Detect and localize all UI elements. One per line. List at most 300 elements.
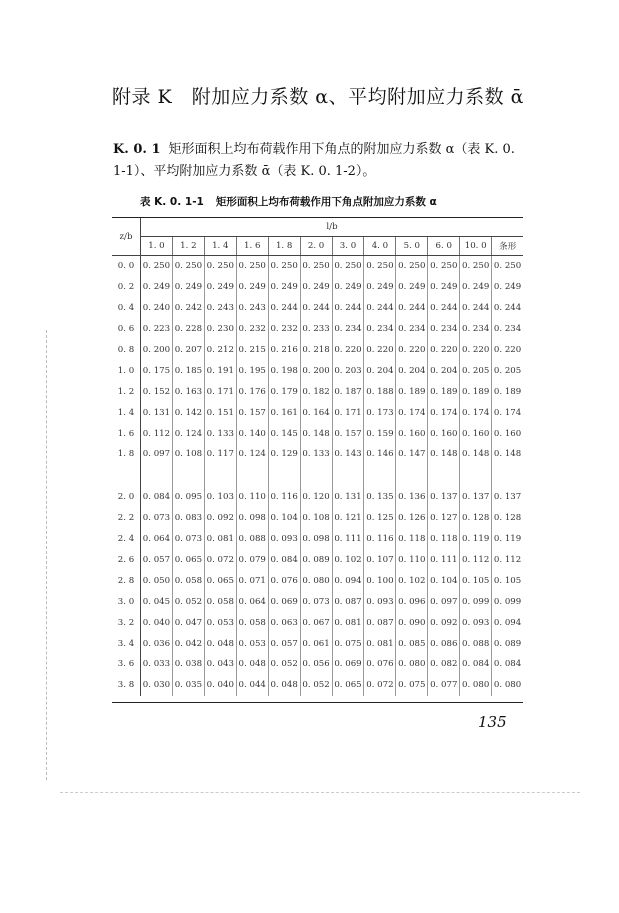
- table-cell: 0. 067: [300, 612, 332, 633]
- table-cell: 0. 185: [172, 360, 204, 381]
- table-cell: 0. 095: [172, 487, 204, 508]
- table-cell: 0. 243: [204, 298, 236, 319]
- table-cell: 0. 085: [396, 633, 428, 654]
- table-cell: 0. 117: [204, 444, 236, 465]
- table-cell: 0. 212: [204, 340, 236, 361]
- table-cell: 0. 093: [268, 529, 300, 550]
- table-cell: 0. 234: [396, 319, 428, 340]
- table-cell: 0. 233: [300, 319, 332, 340]
- table-cell: 0. 234: [460, 319, 492, 340]
- table-row: [112, 444, 523, 465]
- row-label: 3. 2: [112, 612, 141, 633]
- table-cell: 0. 244: [332, 298, 364, 319]
- table-cell: 0. 176: [236, 381, 268, 402]
- row-label: 1. 8: [112, 444, 141, 465]
- table-cell: 0. 065: [332, 675, 364, 696]
- table-cell: 0. 053: [236, 633, 268, 654]
- column-header: 5. 0: [396, 237, 428, 256]
- table-cell: 0. 069: [268, 591, 300, 612]
- table-cell: 0. 112: [493, 555, 522, 566]
- table-cell: 0. 137: [428, 487, 460, 508]
- row-label: 3. 8: [112, 675, 141, 696]
- table-cell: 0. 035: [172, 675, 204, 696]
- table-cell: 0. 092: [204, 508, 236, 529]
- table-cell: 0. 080: [493, 680, 522, 691]
- table-cell: 0. 105: [460, 570, 492, 591]
- table-cell: 0. 152: [141, 381, 173, 402]
- table-cell: 0. 205: [460, 360, 492, 381]
- table-cell: 0. 120: [300, 487, 332, 508]
- table-cell: 0. 065: [172, 550, 204, 571]
- table-cell: 0. 220: [332, 340, 364, 361]
- table-cell: 0. 198: [268, 360, 300, 381]
- table-cell: 0. 249: [300, 277, 332, 298]
- table-cell: 0. 249: [396, 277, 428, 298]
- table-cell: 0. 131: [332, 487, 364, 508]
- table-cell: 0. 148: [300, 423, 332, 444]
- table-cell: 0. 173: [364, 402, 396, 423]
- table-row: [112, 591, 523, 612]
- table-cell: 0. 090: [396, 612, 428, 633]
- table-cell: 0. 191: [204, 360, 236, 381]
- table-cell: 0. 189: [493, 386, 522, 397]
- table-cell: 0. 116: [268, 487, 300, 508]
- table-cell: 0. 174: [493, 407, 522, 418]
- table-cell: 0. 044: [236, 675, 268, 696]
- table-caption: [140, 194, 437, 209]
- table-cell: 0. 157: [236, 402, 268, 423]
- table-row: [112, 340, 523, 361]
- table-cell: 0. 089: [300, 550, 332, 571]
- table-cell: 0. 143: [332, 444, 364, 465]
- table-cell: 0. 249: [493, 282, 522, 293]
- table-cell: 0. 223: [141, 319, 173, 340]
- table-cell: 0. 140: [236, 423, 268, 444]
- row-label: 1. 4: [112, 402, 141, 423]
- table-cell: 0. 097: [141, 444, 173, 465]
- table-cell: 0. 249: [428, 277, 460, 298]
- table-cell: 0. 030: [141, 675, 173, 696]
- table-cell: 0. 244: [300, 298, 332, 319]
- table-cell: 0. 220: [428, 340, 460, 361]
- table-cell: 0. 160: [428, 423, 460, 444]
- table-cell: 0. 086: [428, 633, 460, 654]
- table-cell: 0. 250: [493, 261, 522, 272]
- table-cell: 0. 084: [493, 659, 522, 670]
- row-label: 0. 8: [112, 340, 141, 361]
- row-label: 0. 2: [112, 277, 141, 298]
- table-cell: 0. 240: [141, 298, 173, 319]
- table-cell: 0. 160: [396, 423, 428, 444]
- table-row: [112, 402, 523, 423]
- table-cell: 0. 234: [364, 319, 396, 340]
- coefficient-table: [112, 218, 523, 696]
- table-cell: 0. 249: [460, 277, 492, 298]
- table-cell: 0. 148: [493, 449, 522, 460]
- table-cell: 0. 179: [268, 381, 300, 402]
- table-cell: 0. 084: [268, 550, 300, 571]
- table-cell: 0. 164: [300, 402, 332, 423]
- table-cell: 0. 050: [141, 570, 173, 591]
- table-cell: 0. 203: [332, 360, 364, 381]
- table-cell: 0. 250: [268, 256, 300, 277]
- table-cell: 0. 121: [332, 508, 364, 529]
- table-cell: 0. 047: [172, 612, 204, 633]
- table-cell: 0. 137: [460, 487, 492, 508]
- column-header: 3. 0: [332, 237, 364, 256]
- row-label: 0. 0: [112, 256, 141, 277]
- table-cell: 0. 104: [428, 570, 460, 591]
- table-cell: 0. 230: [204, 319, 236, 340]
- table-cell: 0. 094: [332, 570, 364, 591]
- table-cell: 0. 133: [300, 444, 332, 465]
- table-cell: 0. 129: [268, 444, 300, 465]
- table-cell: 0. 250: [300, 256, 332, 277]
- table-cell: 0. 104: [268, 508, 300, 529]
- section-paragraph: [113, 139, 523, 183]
- margin-line: [46, 330, 47, 780]
- table-cell: 0. 250: [396, 256, 428, 277]
- table-cell: 0. 189: [460, 381, 492, 402]
- table-cell: 0. 244: [428, 298, 460, 319]
- table-cell: 0. 204: [396, 360, 428, 381]
- table-cell: 0. 147: [396, 444, 428, 465]
- row-label: 2. 2: [112, 508, 141, 529]
- table-cell: 0. 119: [460, 529, 492, 550]
- table-cell: 0. 108: [172, 444, 204, 465]
- table-cell: 0. 215: [236, 340, 268, 361]
- table-cell: 0. 076: [268, 570, 300, 591]
- table-cell: 0. 097: [428, 591, 460, 612]
- table-row: [112, 298, 523, 319]
- column-header: 6. 0: [428, 237, 460, 256]
- table-cell: 0. 112: [141, 423, 173, 444]
- table-cell: 0. 175: [141, 360, 173, 381]
- table-cell: 0. 195: [236, 360, 268, 381]
- row-label: 3. 4: [112, 633, 141, 654]
- table-cell: 0. 084: [460, 654, 492, 675]
- table-cell: 0. 135: [364, 487, 396, 508]
- table-cell: 0. 052: [300, 675, 332, 696]
- table-cell: 0. 250: [141, 256, 173, 277]
- table-cell: 0. 250: [204, 256, 236, 277]
- table-cell: 0. 111: [428, 550, 460, 571]
- table-cell: 0. 057: [141, 550, 173, 571]
- table-cell: 0. 161: [268, 402, 300, 423]
- table-cell: 0. 232: [268, 319, 300, 340]
- table-cell: 0. 159: [364, 423, 396, 444]
- table-cell: 0. 174: [396, 402, 428, 423]
- table-cell: 0. 234: [332, 319, 364, 340]
- table-cell: 0. 058: [236, 612, 268, 633]
- page-title: 附录 K 附加应力系数 α、平均附加应力系数 ᾱ: [112, 86, 524, 108]
- table-bottom-rule: [112, 702, 523, 703]
- table-cell: 0. 249: [364, 277, 396, 298]
- table-cell: 0. 048: [236, 654, 268, 675]
- table-cell: 0. 065: [204, 570, 236, 591]
- table-cell: 0. 052: [172, 591, 204, 612]
- table-cell: 0. 076: [364, 654, 396, 675]
- table-cell: 0. 242: [172, 298, 204, 319]
- table-cell: 0. 088: [236, 529, 268, 550]
- table-row: [112, 508, 523, 529]
- table-cell: 0. 042: [172, 633, 204, 654]
- column-header: 4. 0: [364, 237, 396, 256]
- table-cell: 0. 249: [141, 277, 173, 298]
- table-row: [112, 612, 523, 633]
- table-cell: 0. 234: [428, 319, 460, 340]
- table-body: [112, 256, 523, 696]
- table-cell: 0. 103: [204, 487, 236, 508]
- table-cell: 0. 048: [268, 675, 300, 696]
- table-cell: 0. 082: [428, 654, 460, 675]
- table-cell: 0. 250: [236, 256, 268, 277]
- row-label: 2. 0: [112, 487, 141, 508]
- table-cell: 0. 081: [332, 612, 364, 633]
- table-cell: 0. 249: [172, 277, 204, 298]
- table-cell: 0. 093: [460, 612, 492, 633]
- table-cell: 0. 216: [268, 340, 300, 361]
- row-label: 1. 6: [112, 423, 141, 444]
- table-cell: 0. 163: [172, 381, 204, 402]
- table-cell: 0. 099: [460, 591, 492, 612]
- table-row: [112, 360, 523, 381]
- table-cell: 0. 102: [332, 550, 364, 571]
- table-spacer-row: [112, 465, 523, 487]
- table-cell: 0. 063: [268, 612, 300, 633]
- table-cell: 0. 058: [204, 591, 236, 612]
- table-cell: 0. 128: [493, 513, 522, 524]
- table-row: [112, 277, 523, 298]
- table-cell: 0. 111: [332, 529, 364, 550]
- table-cell: 0. 124: [172, 423, 204, 444]
- footer-line: [60, 792, 580, 793]
- table-cell: 0. 249: [236, 277, 268, 298]
- table-cell: 0. 073: [141, 508, 173, 529]
- table-cell: 0. 228: [172, 319, 204, 340]
- row-label: 0. 4: [112, 298, 141, 319]
- table-cell: 0. 131: [141, 402, 173, 423]
- table-cell: 0. 110: [396, 550, 428, 571]
- row-label: 2. 8: [112, 570, 141, 591]
- table-cell: 0. 089: [493, 638, 522, 649]
- table-cell: 0. 204: [364, 360, 396, 381]
- table-cell: 0. 187: [332, 381, 364, 402]
- table-cell: 0. 128: [460, 508, 492, 529]
- table-cell: 0. 157: [332, 423, 364, 444]
- table-cell: 0. 057: [268, 633, 300, 654]
- table-row: [112, 654, 523, 675]
- table-cell: 0. 105: [493, 575, 522, 586]
- table-cell: 0. 200: [141, 340, 173, 361]
- row-label: 1. 2: [112, 381, 141, 402]
- table-cell: 0. 093: [364, 591, 396, 612]
- table-cell: 0. 136: [396, 487, 428, 508]
- table-cell: 0. 108: [300, 508, 332, 529]
- table-cell: 0. 234: [493, 324, 522, 335]
- table-cell: 0. 075: [332, 633, 364, 654]
- table-cell: 0. 072: [364, 675, 396, 696]
- table-row: [112, 675, 523, 696]
- table-cell: 0. 200: [300, 360, 332, 381]
- table-cell: 0. 133: [204, 423, 236, 444]
- table-cell: 0. 220: [460, 340, 492, 361]
- table-cell: 0. 137: [493, 492, 522, 503]
- table-cell: 0. 118: [428, 529, 460, 550]
- row-label: 2. 6: [112, 550, 141, 571]
- table-cell: 0. 118: [396, 529, 428, 550]
- table-cell: 0. 148: [428, 444, 460, 465]
- table-cell: 0. 250: [428, 256, 460, 277]
- table-row: [112, 570, 523, 591]
- table-cell: 0. 250: [364, 256, 396, 277]
- table-cell: 0. 182: [300, 381, 332, 402]
- table-cell: 0. 061: [300, 633, 332, 654]
- table-cell: 0. 232: [236, 319, 268, 340]
- table-cell: 0. 244: [493, 303, 522, 314]
- column-header: 1. 4: [204, 237, 236, 256]
- table-cell: 0. 249: [204, 277, 236, 298]
- column-header: 1. 8: [268, 237, 300, 256]
- table-cell: 0. 220: [493, 345, 522, 355]
- table-row: [112, 487, 523, 508]
- table-cell: 0. 045: [141, 591, 173, 612]
- table-cell: 0. 079: [236, 550, 268, 571]
- table-cell: 0. 043: [204, 654, 236, 675]
- table-row: [112, 633, 523, 654]
- table-cell: 0. 205: [493, 365, 522, 376]
- table-cell: 0. 250: [460, 256, 492, 277]
- table-cell: 0. 204: [428, 360, 460, 381]
- table-cell: 0. 038: [172, 654, 204, 675]
- column-header: 2. 0: [300, 237, 332, 256]
- table-cell: 0. 080: [460, 675, 492, 696]
- column-header: 条形: [492, 237, 523, 256]
- table-cell: 0. 077: [428, 675, 460, 696]
- table-cell: 0. 127: [428, 508, 460, 529]
- row-label: 1. 0: [112, 360, 141, 381]
- table-row: [112, 423, 523, 444]
- table-cell: 0. 084: [141, 487, 173, 508]
- row-label: 0. 6: [112, 319, 141, 340]
- table-cell: 0. 244: [460, 298, 492, 319]
- table-cell: 0. 102: [396, 570, 428, 591]
- table-cell: 0. 207: [172, 340, 204, 361]
- table-cell: 0. 071: [236, 570, 268, 591]
- table-cell: 0. 160: [460, 423, 492, 444]
- table-cell: 0. 220: [396, 340, 428, 361]
- column-header: 1. 2: [172, 237, 204, 256]
- table-cell: 0. 083: [172, 508, 204, 529]
- table-row: [112, 256, 523, 277]
- column-header-row: [112, 237, 523, 256]
- row-label: 3. 0: [112, 591, 141, 612]
- table-cell: 0. 033: [141, 654, 173, 675]
- table-cell: 0. 087: [364, 612, 396, 633]
- table-row: [112, 529, 523, 550]
- table-cell: 0. 250: [332, 256, 364, 277]
- page-number: 135: [478, 713, 507, 731]
- table-cell: 0. 099: [493, 596, 522, 607]
- table-cell: 0. 040: [204, 675, 236, 696]
- table-cell: 0. 081: [364, 633, 396, 654]
- table-cell: 0. 073: [300, 591, 332, 612]
- table-cell: 0. 112: [460, 550, 492, 571]
- table-cell: 0. 250: [172, 256, 204, 277]
- table-cell: 0. 064: [141, 529, 173, 550]
- table-cell: 0. 080: [300, 570, 332, 591]
- table-cell: 0. 058: [172, 570, 204, 591]
- table-cell: 0. 052: [268, 654, 300, 675]
- table-caption-text: 矩形面积上均布荷载作用下角点附加应力系数 α: [215, 196, 437, 208]
- table-cell: 0. 243: [236, 298, 268, 319]
- table-cell: 0. 080: [396, 654, 428, 675]
- table-cell: 0. 110: [236, 487, 268, 508]
- table-row: [112, 319, 523, 340]
- table-cell: 0. 148: [460, 444, 492, 465]
- table-cell: 0. 174: [428, 402, 460, 423]
- table-cell: 0. 142: [172, 402, 204, 423]
- table-cell: 0. 145: [268, 423, 300, 444]
- table-cell: 0. 171: [204, 381, 236, 402]
- table-cell: 0. 092: [428, 612, 460, 633]
- table-cell: 0. 094: [493, 617, 522, 628]
- table-cell: 0. 107: [364, 550, 396, 571]
- table-cell: 0. 244: [268, 298, 300, 319]
- table-cell: 0. 218: [300, 340, 332, 361]
- table-cell: 0. 244: [364, 298, 396, 319]
- section-number: K. 0. 1: [113, 142, 161, 157]
- table-cell: 0. 098: [236, 508, 268, 529]
- table-cell: 0. 069: [332, 654, 364, 675]
- table-cell: 0. 249: [268, 277, 300, 298]
- table-cell: 0. 053: [204, 612, 236, 633]
- column-header: 1. 0: [141, 237, 173, 256]
- table-cell: 0. 244: [396, 298, 428, 319]
- column-header: 10. 0: [460, 237, 492, 256]
- table-cell: 0. 073: [172, 529, 204, 550]
- table-cell: 0. 036: [141, 633, 173, 654]
- row-header: z/b: [112, 218, 141, 256]
- table-cell: 0. 119: [493, 534, 522, 545]
- table-cell: 0. 126: [396, 508, 428, 529]
- table-cell: 0. 174: [460, 402, 492, 423]
- table-row: [112, 381, 523, 402]
- table-cell: 0. 189: [428, 381, 460, 402]
- table-cell: 0. 125: [364, 508, 396, 529]
- table-cell: 0. 160: [493, 428, 522, 439]
- table-cell: 0. 151: [204, 402, 236, 423]
- table-cell: 0. 056: [300, 654, 332, 675]
- table-cell: 0. 048: [204, 633, 236, 654]
- table-cell: 0. 124: [236, 444, 268, 465]
- section-text: 矩形面积上均布荷载作用下角点的附加应力系数 α（表 K. 0. 1-1）、平均附加应力系数 ᾱ（表 K. 0. 1-2）。: [113, 142, 515, 179]
- table-cell: 0. 087: [332, 591, 364, 612]
- table-cell: 0. 249: [332, 277, 364, 298]
- table-cell: 0. 040: [141, 612, 173, 633]
- row-label: 3. 6: [112, 654, 141, 675]
- table-cell: 0. 116: [364, 529, 396, 550]
- table-cell: 0. 096: [396, 591, 428, 612]
- column-header: 1. 6: [236, 237, 268, 256]
- table-cell: 0. 081: [204, 529, 236, 550]
- table-cell: 0. 220: [364, 340, 396, 361]
- column-group-header: l/b: [141, 218, 524, 237]
- table-cell: 0. 171: [332, 402, 364, 423]
- table-cell: 0. 100: [364, 570, 396, 591]
- table-cell: 0. 146: [364, 444, 396, 465]
- row-label: 2. 4: [112, 529, 141, 550]
